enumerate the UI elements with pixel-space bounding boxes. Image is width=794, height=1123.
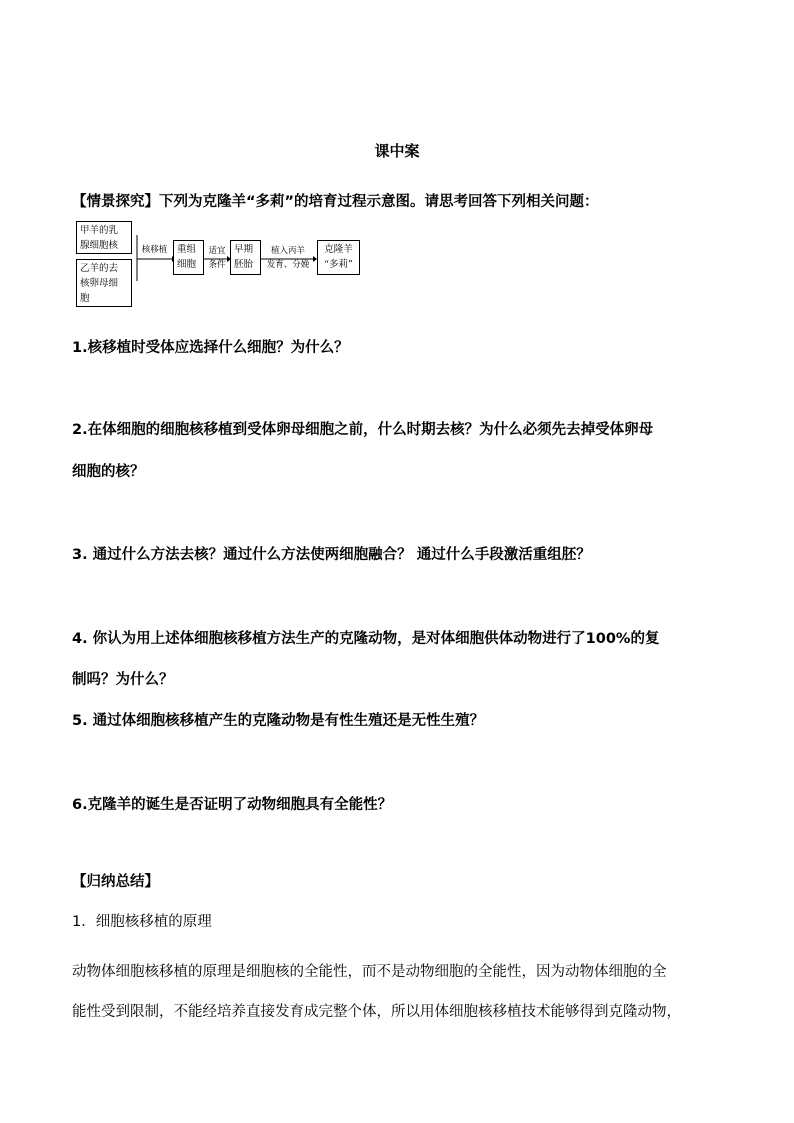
summary-heading: 【归纳总结】 — [72, 874, 159, 890]
box-d-line1: 早期 — [234, 244, 254, 255]
question-2-line1: 2.在体细胞的细胞核移植到受体卵母细胞之前，什么时期去核？为什么必须先去掉受体卵母 — [72, 422, 654, 438]
cloning-flowchart — [76, 219, 366, 309]
page-title: 课中案 — [374, 142, 420, 160]
arrow1-label: 核移植 — [141, 245, 168, 255]
question-1: 1.核移植时受体应选择什么细胞？为什么？ — [72, 340, 349, 356]
box-a-line1: 甲羊的乳 — [80, 225, 119, 236]
question-4-line1: 4. 你认为用上述体细胞核移植方法生产的克隆动物，是对体细胞供体动物进行了100%的复 — [72, 631, 660, 647]
question-4-line2: 制吗？为什么？ — [72, 672, 174, 688]
question-6: 6.克隆羊的诞生是否证明了动物细胞具有全能性？ — [72, 797, 393, 813]
arrow3-label — [262, 244, 314, 272]
question-2-line2: 细胞的核？ — [72, 464, 145, 480]
summary-subheading: 1．细胞核移植的原理 — [72, 914, 212, 930]
box-b-line1: 乙羊的去 — [80, 263, 119, 274]
intro-text: 下列为克隆羊“多莉”的培育过程示意图。请思考回答下列相关问题： — [159, 194, 599, 210]
summary-paragraph-line1: 动物体细胞核移植的原理是细胞核的全能性，而不是动物细胞的全能性，因为动物体细胞的全 — [72, 964, 667, 980]
early-embryo-box — [230, 240, 261, 275]
enucleated-oocyte-box — [76, 259, 132, 307]
box-e-line1: 克隆羊 — [324, 244, 353, 255]
donor-nucleus-box — [76, 221, 132, 254]
box-c-line2: 细胞 — [177, 259, 197, 270]
reconstructed-cell-box — [173, 240, 204, 275]
box-a-line2: 腺细胞核 — [80, 240, 119, 251]
intro-line — [72, 190, 732, 211]
box-d-line2: 胚胎 — [234, 259, 254, 270]
arrow3-line2: 发育、分娩 — [266, 260, 310, 270]
cloned-sheep-box — [317, 240, 360, 275]
question-3: 3. 通过什么方法去核？通过什么方法使两细胞融合？ 通过什么手段激活重组胚？ — [72, 547, 591, 563]
box-b-line3: 胞 — [80, 293, 90, 304]
box-c-line1: 重组 — [177, 244, 197, 255]
question-5: 5. 通过体细胞核移植产生的克隆动物是有性生殖还是无性生殖？ — [72, 713, 485, 729]
box-b-line2: 核卵母细 — [80, 278, 119, 289]
summary-paragraph-line2: 能性受到限制，不能经培养直接发育成完整个体，所以用体细胞核移植技术能够得到克隆动物， — [72, 1004, 681, 1020]
box-e-line2: “多莉” — [324, 259, 353, 270]
arrow2-line1: 适宜 — [208, 246, 226, 256]
arrow3-line1: 植入丙羊 — [270, 246, 305, 256]
arrow2-line2: 条件 — [208, 260, 226, 270]
intro-label: 【情景探究】 — [72, 194, 159, 210]
arrow2-label — [204, 244, 230, 272]
